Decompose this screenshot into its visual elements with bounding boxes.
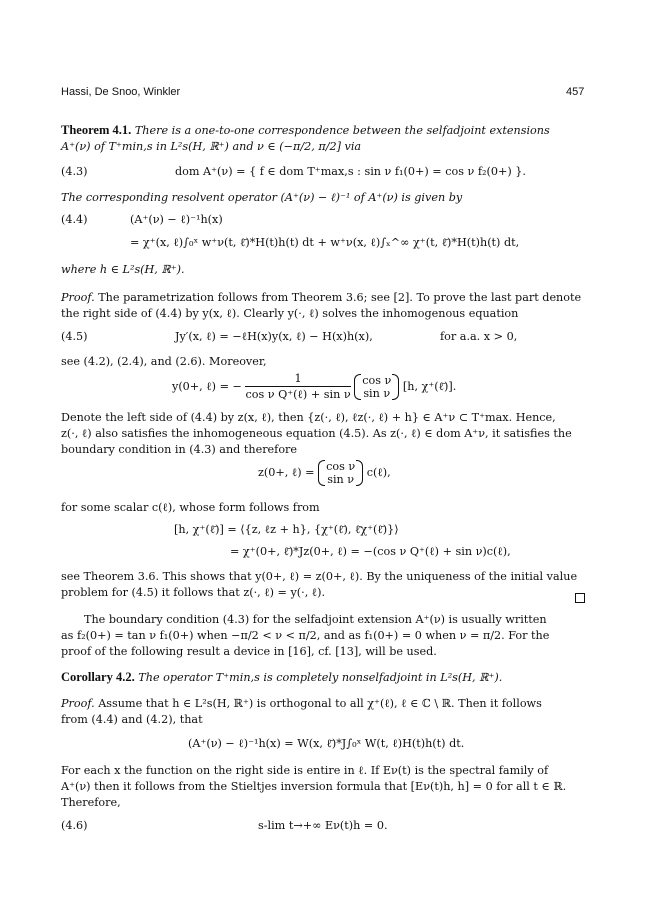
theorem-text-1: There is a one-to-one correspondence between the selfadjoint extensions — [134, 124, 550, 137]
vector-top: cos ν — [362, 374, 392, 387]
equation-4-3: dom A⁺(ν) = { f ∈ dom T⁺max,s : sin ν f₁(0+) = cos ν f₂(0+) }. — [175, 165, 526, 178]
proof2-line-4: A⁺(ν) then it follows from the Stieltjes inversion formula that [Eν(t)h, h] = 0 for all t ∈ ℝ. — [61, 780, 567, 793]
theorem-label: Theorem 4.1. — [61, 123, 132, 137]
equation-number-4-3: (4.3) — [61, 165, 88, 178]
equation-4-4-line-2: = χ⁺(x, ℓ)∫₀ˣ w⁺ν(t, ℓ̄)*H(t)h(t) dt + w⁺ν(x, ℓ)∫ₓ^∞ χ⁺(t, ℓ̄)*H(t)h(t) dt, — [130, 236, 520, 249]
equation-4-5-condition: for a.a. x > 0, — [440, 330, 518, 343]
column-vector — [354, 374, 399, 400]
corollary-statement — [61, 670, 502, 685]
vector-bottom: sin ν — [363, 387, 391, 400]
vector-top-2: cos ν — [326, 460, 356, 473]
page-number: 457 — [566, 86, 585, 98]
corollary-label: Corollary 4.2. — [61, 670, 135, 684]
equation-y0-lhs: y(0+, ℓ) = − — [172, 380, 242, 393]
references-line: see (4.2), (2.4), and (2.6). Moreover, — [61, 355, 267, 368]
remark-line-2: as f₂(0+) = tan ν f₁(0+) when −π/2 < ν < π/2, and as f₁(0+) = 0 when ν = π/2. For the — [61, 629, 550, 642]
equation-y0 — [172, 372, 456, 402]
theorem-statement-line-1 — [61, 123, 550, 138]
proof2-line-5: Therefore, — [61, 796, 121, 809]
remark-line-3: proof of the following result a device in [16], cf. [13], will be used. — [61, 645, 437, 658]
proof2-line-3: For each x the function on the right side is entire in ℓ. If Eν(t) is the spectral family of — [61, 764, 549, 777]
proof2-line-1 — [61, 696, 542, 711]
equation-resolvent-W: (A⁺(ν) − ℓ)⁻¹h(x) = W(x, ℓ̄)*J∫₀ˣ W(t, ℓ)H(t)h(t) dt. — [188, 737, 465, 750]
proof-paragraph-3-line-2: problem for (4.5) it follows that z(·, ℓ) = y(·, ℓ). — [61, 586, 326, 599]
proof-paragraph-2-line-2: z(·, ℓ) also satisfies the inhomogeneous equation (4.5). As z(·, ℓ) ∈ dom A⁺ν, it satisfies the — [61, 427, 572, 440]
proof-paragraph-1-line-2: the right side of (4.4) by y(x, ℓ). Clearly y(·, ℓ) solves the inhomogenous equation — [61, 307, 519, 320]
equation-bracket-line-1: [h, χ⁺(ℓ̄)] = ⟨{z, ℓz + h}, {χ⁺(ℓ̄), ℓ̄χ⁺(ℓ̄)}⟩ — [174, 523, 399, 536]
fraction-denominator: cos ν Q⁺(ℓ) + sin ν — [245, 388, 351, 401]
scalar-sentence: for some scalar c(ℓ), whose form follows from — [61, 501, 320, 514]
proof-paragraph-2-line-1: Denote the left side of (4.4) by z(x, ℓ), then {z(·, ℓ), ℓz(·, ℓ) + h} ∈ A⁺ν ⊂ T⁺max. Hence, — [61, 411, 556, 424]
qed-box — [575, 588, 585, 607]
running-header-authors: Hassi, De Snoo, Winkler — [61, 86, 181, 98]
equation-4-5: Jy′(x, ℓ) = −ℓH(x)y(x, ℓ) − H(x)h(x), — [175, 330, 373, 343]
proof2-line-2: from (4.4) and (4.2), that — [61, 713, 203, 726]
proof2-label: Proof. — [61, 697, 95, 710]
proof-paragraph-3-line-1: see Theorem 3.6. This shows that y(0+, ℓ) = z(0+, ℓ). By the uniqueness of the initial value — [61, 570, 578, 583]
equation-bracket-line-2: = χ⁺(0+, ℓ̄)*Jz(0+, ℓ) = −(cos ν Q⁺(ℓ) + sin ν)c(ℓ), — [230, 545, 511, 558]
equation-y0-fraction — [245, 372, 350, 402]
equation-y0-rhs: [h, χ⁺(ℓ̄)]. — [402, 380, 457, 393]
column-vector-2 — [318, 460, 363, 486]
proof-paragraph-1-line-1 — [61, 290, 581, 305]
equation-z0 — [258, 460, 391, 486]
corollary-text: The operator T⁺min,s is completely nonselfadjoint in L²s(H, ℝ⁺). — [138, 671, 503, 684]
vector-bottom-2: sin ν — [327, 473, 355, 486]
equation-z0-lhs: z(0+, ℓ) = — [258, 466, 315, 479]
proof-text-1: The parametrization follows from Theorem 3.6; see [2]. To prove the last part denote — [98, 291, 582, 304]
fraction-numerator: 1 — [245, 372, 350, 387]
remark-line-1: The boundary condition (4.3) for the selfadjoint extension A⁺(ν) is usually written — [84, 613, 547, 626]
where-clause: where h ∈ L²s(H, ℝ⁺). — [61, 263, 185, 276]
proof2-text-1: Assume that h ∈ L²s(H, ℝ⁺) is orthogonal to all χ⁺(ℓ), ℓ ∈ ℂ \ ℝ. Then it follows — [98, 697, 542, 710]
equation-4-6: s-lim t→+∞ Eν(t)h = 0. — [258, 819, 388, 832]
equation-4-4-line-1: (A⁺(ν) − ℓ)⁻¹h(x) — [130, 213, 223, 226]
proof-paragraph-2-line-3: boundary condition in (4.3) and therefore — [61, 443, 298, 456]
equation-number-4-6: (4.6) — [61, 819, 88, 832]
equation-number-4-5: (4.5) — [61, 330, 88, 343]
theorem-statement-line-2: A⁺(ν) of T⁺min,s in L²s(H, ℝ⁺) and ν ∈ (−π/2, π/2] via — [61, 140, 362, 153]
equation-number-4-4: (4.4) — [61, 213, 88, 226]
resolvent-sentence: The corresponding resolvent operator (A⁺(ν) − ℓ)⁻¹ of A⁺(ν) is given by — [61, 191, 463, 204]
equation-z0-rhs: c(ℓ), — [366, 466, 391, 479]
proof-label: Proof. — [61, 291, 95, 304]
